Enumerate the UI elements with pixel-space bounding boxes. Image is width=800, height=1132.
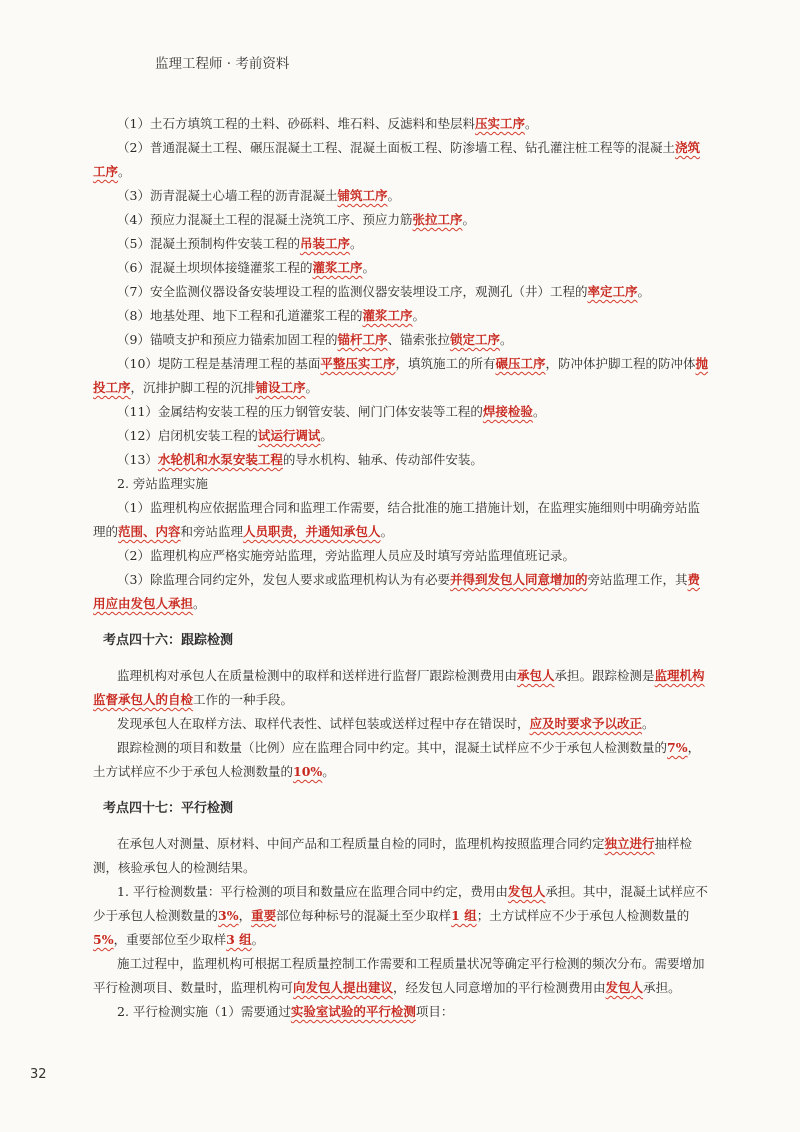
text: 。 [637, 284, 650, 299]
highlight-text: 应及时要求予以改正 [529, 716, 643, 731]
text: （1）土石方填筑工程的土料、砂砾料、堆石料、反滤料和垫层料 [117, 116, 475, 131]
text: （6）混凝土坝坝体接缝灌浆工程的 [117, 260, 313, 275]
text: 。 [320, 428, 333, 443]
highlight-text: 焊接检验 [482, 404, 533, 419]
text: （1）监理机构应依据监理合同和监理工作需要，结合批准的施工措施计划，在监理实施细则中明确旁站监理的 [93, 500, 700, 539]
text: ，防冲体护脚工程的防冲体 [545, 356, 696, 371]
text: 考点四十七：平行检测 [103, 801, 234, 816]
text: 监理机构对承包人在质量检测中的取样和送样进行监督厂跟踪检测费用由 [117, 668, 518, 683]
text: ，经发包人同意增加的平行检测费用由 [393, 980, 606, 995]
highlight-text: 独立进行 [604, 836, 655, 851]
highlight-text: 铺筑工序 [337, 188, 388, 203]
paragraph [93, 544, 711, 568]
highlight-text: 平整压实工序 [320, 356, 396, 371]
highlight-text: 碾压工序 [495, 356, 546, 371]
highlight-text: 1 组 [451, 908, 477, 923]
text: 1. 平行检测数量：平行检测的项目和数量应在监理合同中约定，费用由 [117, 884, 508, 899]
paragraph [93, 184, 711, 208]
text: （2）普通混凝土工程、碾压混凝土工程、混凝土面板工程、防渗墙工程、钻孔灌注桩工程等的混凝土 [117, 140, 675, 155]
text: （12）启闭机安装工程的 [117, 428, 258, 443]
text: ，沉排护脚工程的沉排 [130, 380, 256, 395]
text: ， [238, 908, 252, 923]
highlight-text: 试运行调试 [257, 428, 321, 443]
text: 。 [387, 188, 400, 203]
text: 部位每种标号的混凝土至少取样 [276, 908, 452, 923]
section-heading [103, 629, 711, 653]
document-body [93, 112, 711, 1024]
text: 发现承包人在取样方法、取样代表性、试样包装或送样过程中存在错误时， [117, 716, 530, 731]
highlight-text: 率定工序 [587, 284, 638, 299]
text: ，重要部位至少取样 [113, 932, 227, 947]
highlight-text: 5% [93, 932, 114, 947]
highlight-text: 10% [293, 764, 323, 779]
text: 项目： [415, 1004, 454, 1019]
text: （9）锚喷支护和预应力锚索加固工程的 [117, 332, 338, 347]
text: 的导水机构、轴承、传动部件安装。 [282, 452, 483, 467]
paragraph [93, 736, 711, 784]
text: （8）地基处理、地下工程和孔道灌浆工程的 [117, 308, 363, 323]
highlight-text: 向发包人提出建议 [293, 980, 394, 995]
paragraph [93, 952, 711, 1000]
text: ，土方试样应不少于承包人检测数量的 [93, 740, 701, 779]
text: 和旁站监理 [180, 524, 244, 539]
paragraph [93, 280, 711, 304]
highlight-text: 监理机构监督承包人的自检 [93, 668, 705, 707]
paragraph [93, 1000, 711, 1024]
paragraph [93, 352, 711, 400]
highlight-text: 7% [667, 740, 688, 755]
paragraph [93, 328, 711, 352]
text: 。 [524, 116, 538, 131]
highlight-text: 重要 [251, 908, 277, 923]
text: 、锚索张拉 [387, 332, 450, 347]
text: 。 [362, 260, 375, 275]
highlight-text: 浇筑工序 [93, 140, 700, 179]
paragraph [93, 232, 711, 256]
text: ；土方试样应不少于承包人检测数量的 [476, 908, 690, 923]
text: 。 [532, 404, 546, 419]
highlight-text: 承包人 [517, 668, 555, 683]
text: （2）监理机构应严格实施旁站监理，旁站监理人员应及时填写旁站监理值班记录。 [117, 548, 575, 563]
highlight-text: 吊装工序 [299, 236, 350, 251]
text: （4）预应力混凝土工程的混凝土浇筑工序、预应力筋 [117, 212, 413, 227]
paragraph [93, 664, 711, 712]
paragraph [93, 304, 711, 328]
paragraph [93, 568, 711, 616]
text: 考点四十六：跟踪检测 [103, 633, 234, 648]
paragraph [93, 880, 711, 952]
text: 2. 平行检测实施（1）需要通过 [117, 1004, 291, 1019]
highlight-text: 压实工序 [474, 116, 525, 131]
paragraph [93, 208, 711, 232]
text: 工作的一种手段。 [193, 692, 294, 707]
text: 。 [412, 308, 425, 323]
highlight-text: 发包人 [605, 980, 644, 995]
highlight-text: 范围、内容 [118, 524, 181, 539]
highlight-text: 实验室试验的平行检测 [290, 1004, 416, 1019]
paragraph [93, 832, 711, 880]
text: 承担。其中，混凝土试样应不少于承包人检测数量的 [93, 884, 708, 923]
highlight-text: 抛投工序 [93, 356, 708, 395]
highlight-text: 铺设工序 [255, 380, 306, 395]
text: 。 [305, 380, 319, 395]
text: 承担。跟踪检测是 [554, 668, 655, 683]
highlight-text: 3% [218, 908, 239, 923]
text: 。 [462, 212, 475, 227]
highlight-text: 3 组 [226, 932, 252, 947]
section-heading [103, 797, 711, 821]
text: 。 [500, 332, 513, 347]
highlight-text: 张拉工序 [412, 212, 463, 227]
text: （10）堤防工程是基清理工程的基面 [117, 356, 321, 371]
paragraph [93, 256, 711, 280]
paragraph [93, 496, 711, 544]
text: 。 [380, 524, 394, 539]
highlight-text: 费用应由发包人承担 [93, 572, 701, 611]
text: 跟踪检测的项目和数量（比例）应在监理合同中约定。其中，混凝土试样应不少于承包人检测数量的 [117, 740, 668, 755]
highlight-text: 灌浆工序 [312, 260, 363, 275]
text: （13） [117, 452, 158, 467]
paragraph [93, 424, 711, 448]
text: 在承包人对测量、原材料、中间产品和工程质量自检的同时，监理机构按照监理合同约定 [117, 836, 605, 851]
highlight-text: 灌浆工序 [362, 308, 413, 323]
paragraph [93, 136, 711, 184]
text: 施工过程中，监理机构可根据工程质量控制工作需要和工程质量状况等确定平行检测的频次分布。需要增加平行检测项目、数量时，监理机构可 [93, 956, 705, 995]
page-header: 监理工程师 · 考前资料 [155, 56, 290, 72]
paragraph [93, 448, 711, 472]
text: （3）沥青混凝土心墙工程的沥青混凝土 [117, 188, 338, 203]
text: 承担。 [643, 980, 681, 995]
text: （3）除监理合同约定外，发包人要求或监理机构认为有必要 [117, 572, 450, 587]
highlight-text: 人员职责，并通知承包人 [243, 524, 381, 539]
highlight-text: 水轮机和水泵安装工程 [157, 452, 283, 467]
text: 。 [642, 716, 655, 731]
text: （5）混凝土预制构件安装工程的 [117, 236, 300, 251]
text: 。 [193, 596, 206, 611]
highlight-text: 发包人 [507, 884, 546, 899]
page-number: 32 [30, 1067, 47, 1082]
text: ，填筑施工的所有 [395, 356, 496, 371]
text: （11）金属结构安装工程的压力钢管安装、闸门门体安装等工程的 [117, 404, 483, 419]
text: 2. 旁站监理实施 [117, 476, 208, 491]
paragraph [93, 112, 711, 136]
text: 。 [349, 236, 363, 251]
highlight-text: 并得到发包人同意增加的 [449, 572, 588, 587]
text: 。 [251, 932, 265, 947]
paragraph [93, 400, 711, 424]
paragraph [93, 712, 711, 736]
text: 。 [118, 164, 131, 179]
text: （7）安全监测仪器设备安装埋设工程的监测仪器安装埋设工序，观测孔（井）工程的 [117, 284, 588, 299]
highlight-text: 锚杆工序 [337, 332, 388, 347]
paragraph [93, 472, 711, 496]
text: 抽样检测，核验承包人的检测结果。 [93, 836, 693, 875]
text: 旁站监理工作，其 [587, 572, 688, 587]
highlight-text: 锁定工序 [450, 332, 501, 347]
text: 。 [322, 764, 335, 779]
